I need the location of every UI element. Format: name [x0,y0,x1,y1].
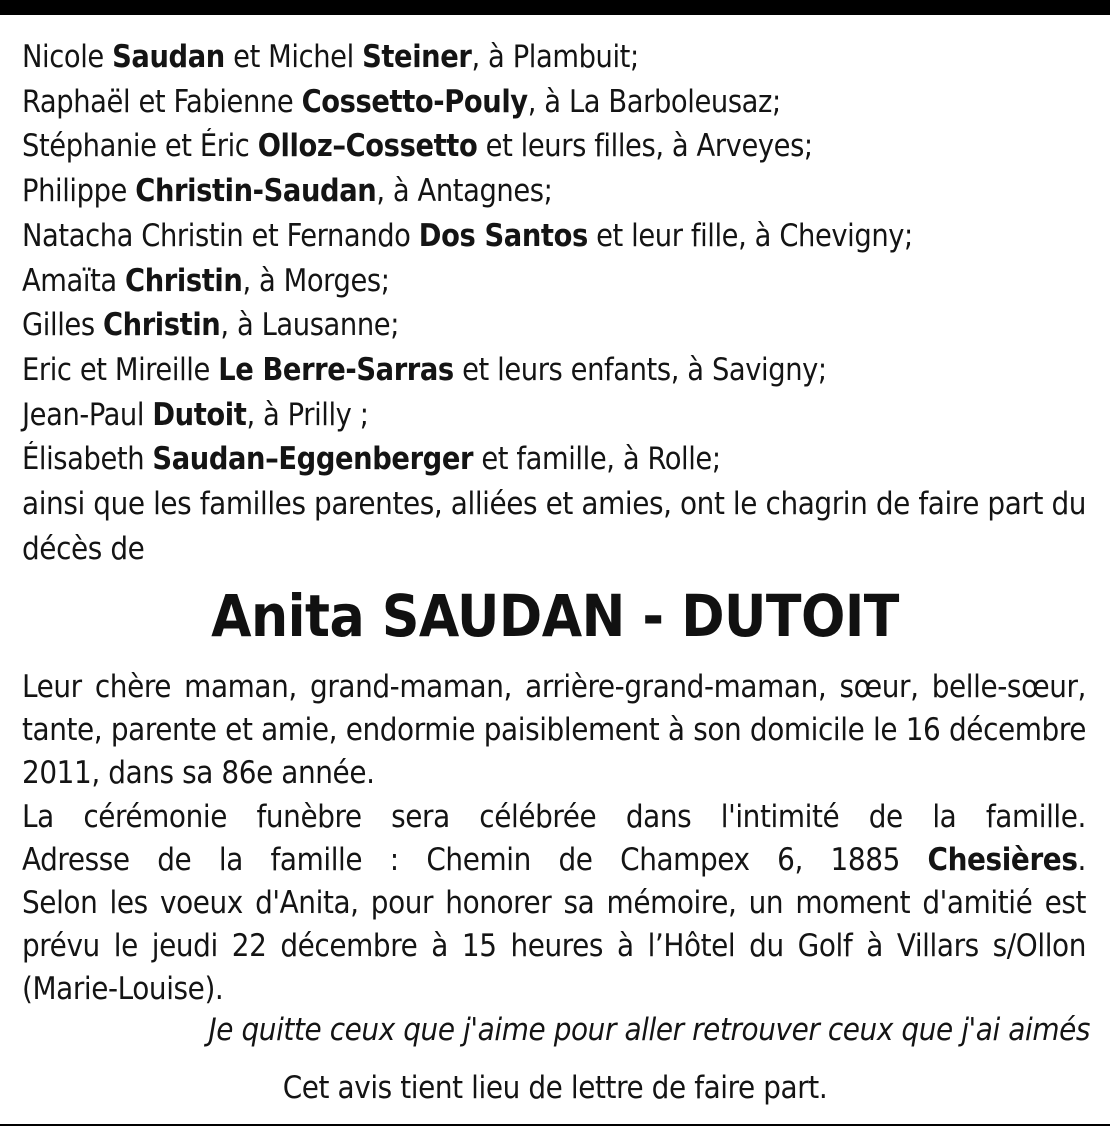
family-line: Philippe Christin-Saudan, à Antagnes; [22,173,553,210]
bottom-rule [0,1124,1110,1126]
ceremony-paragraph: La cérémonie funèbre sera célébrée dans l'intimité de la famille. [22,798,1086,835]
family-line: Gilles Christin, à Lausanne; [22,307,400,344]
address-paragraph: Adresse de la famille : Chemin de Champex 6, 1885 Chesières. [22,841,1086,878]
family-line: Amaïta Christin, à Morges; [22,262,390,299]
family-line: Jean-Paul Dutoit, à Prilly ; [22,396,369,433]
obituary-body [22,666,1086,1012]
family-line: Nicole Saudan et Michel Steiner, à Plambuit; [22,39,639,75]
family-line: Natacha Christin et Fernando Dos Santos et leur fille, à Chevigny; [22,217,913,254]
family-line: Stéphanie et Éric Olloz–Cossetto et leurs filles, à Arveyes; [22,128,813,165]
family-line: Raphaël et Fabienne Cossetto-Pouly, à La Barboleusaz; [22,83,781,120]
quote: Je quitte ceux que j'aime pour aller retrouver ceux que j'ai aimés [208,1012,1090,1048]
top-rule [0,0,1110,15]
tribute-paragraph: Leur chère maman, grand-maman, arrière-grand-maman, sœur, belle-sœur, tante, parente et amie, endormie paisiblement à son domicile le 16 décembre 2011, dans sa 86e année. [22,669,1086,792]
intro-text: ainsi que les familles parentes, alliées et amies, ont le chagrin de faire part du décès de [22,486,1087,567]
family-line: Élisabeth Saudan–Eggenberger et famille, à Rolle; [22,441,721,478]
family-line: Eric et Mireille Le Berre-Sarras et leurs enfants, à Savigny; [22,351,827,388]
notice-text: Cet avis tient lieu de lettre de faire part. [282,1070,828,1106]
gathering-paragraph: Selon les voeux d'Anita, pour honorer sa mémoire, un moment d'amitié est prévu le jeudi 22 décembre à 15 heures à l’Hôtel du Golf à Villars s/Ollon (Marie-Louise). [22,885,1086,1008]
deceased-name: Anita SAUDAN - DUTOIT [211,582,899,650]
family-list [22,35,1092,571]
